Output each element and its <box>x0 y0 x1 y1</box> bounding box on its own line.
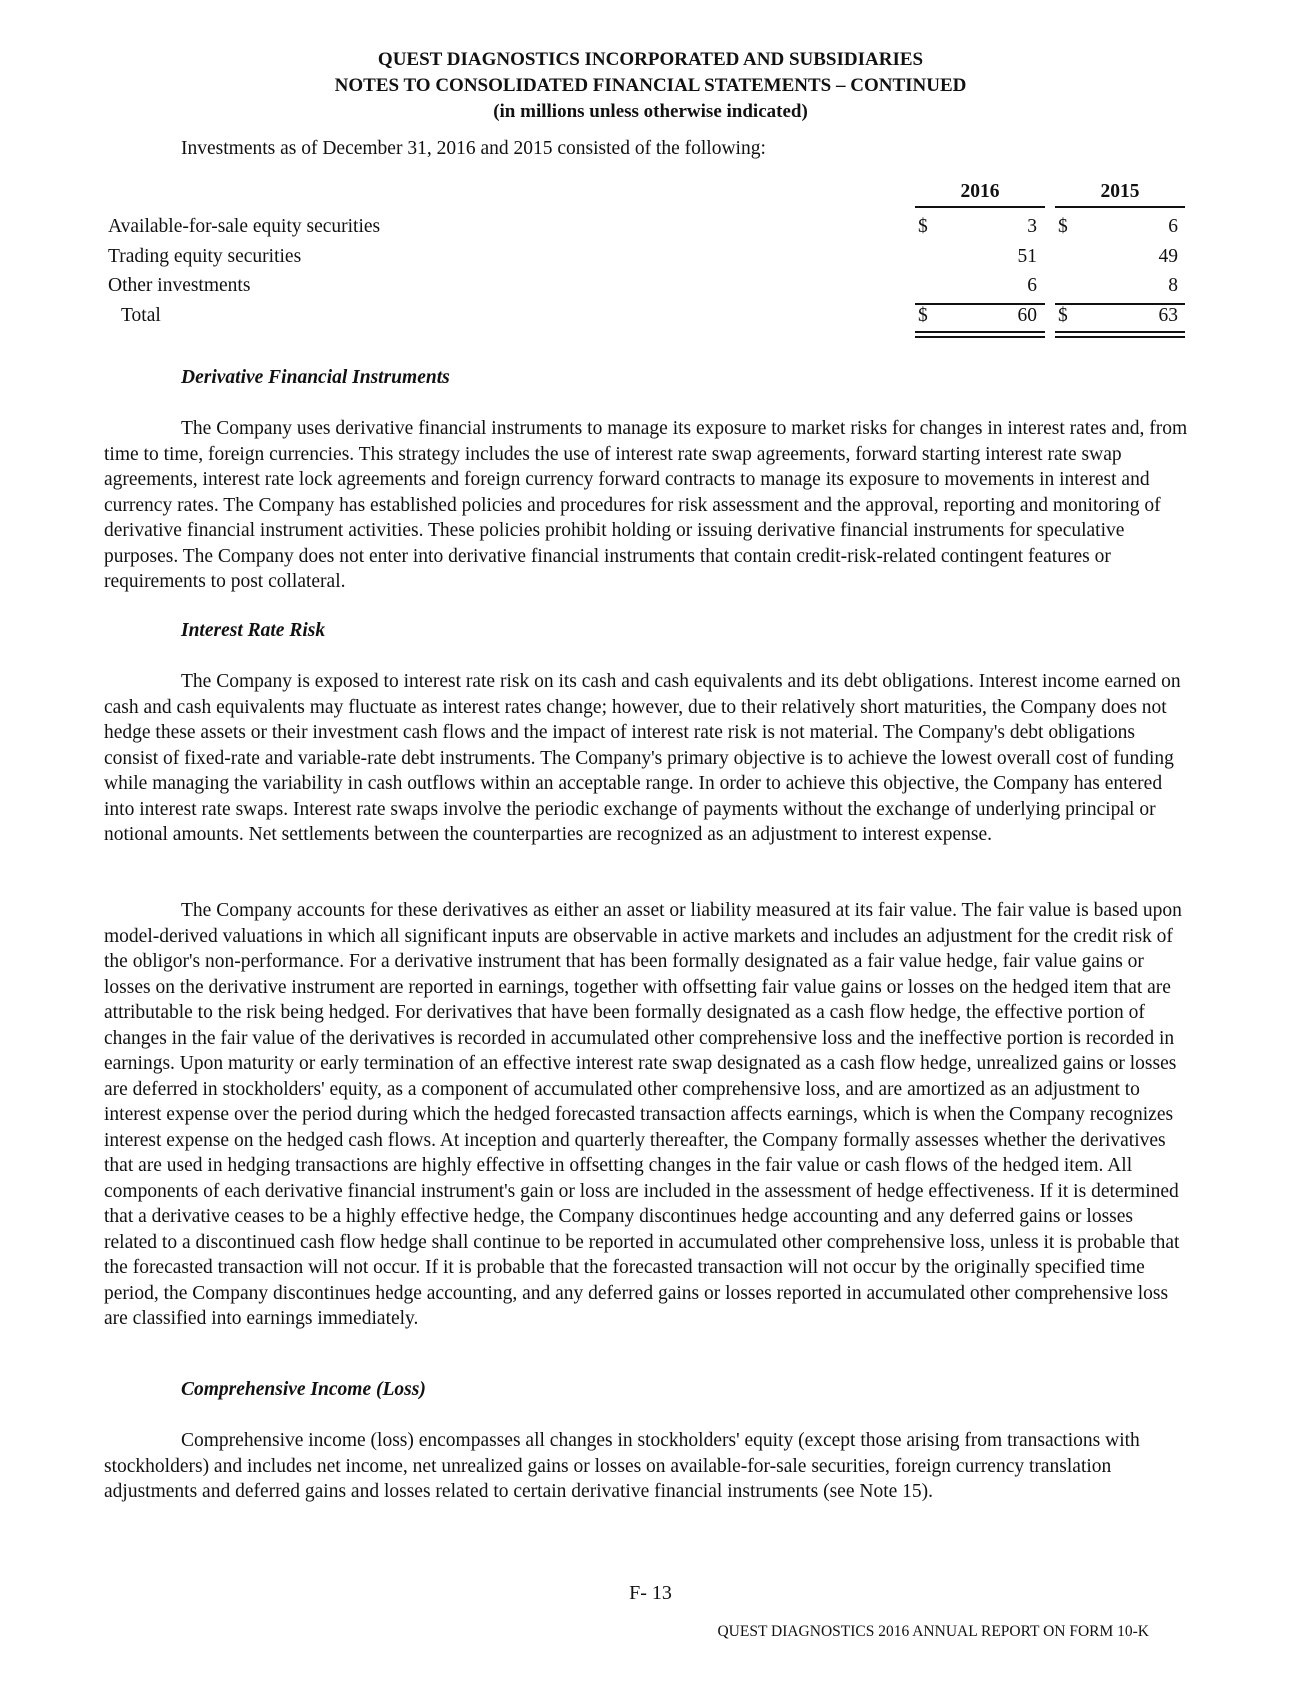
section-heading-interest-rate-risk: Interest Rate Risk <box>181 620 326 641</box>
cell-2015: 6 <box>1168 216 1178 237</box>
row-label: Other investments <box>108 275 251 296</box>
report-header-title: NOTES TO CONSOLIDATED FINANCIAL STATEMENTS – CONTINUED <box>334 75 967 96</box>
currency-symbol: $ <box>1058 216 1068 237</box>
report-header-company: QUEST DIAGNOSTICS INCORPORATED AND SUBSIDIARIES <box>377 49 924 70</box>
total-double-rule-2016 <box>915 331 1045 338</box>
cell-2016: 3 <box>1027 216 1037 237</box>
currency-symbol: $ <box>1058 305 1068 326</box>
cell-2016: 51 <box>1017 246 1037 267</box>
column-header-2016: 2016 <box>960 181 1000 202</box>
column-rule-2016 <box>915 206 1045 208</box>
paragraph-hedge-accounting: The Company accounts for these derivatives as either an asset or liability measured at its fair value. The fair value is based upon model-derived valuations in which all significant inputs are observable in active markets and includes an adjustment for the credit risk of the obligor's non-performance. For a derivative instrument that has been formally designated as a fair value hedge, fair value gains or losses on the derivative instrument are reported in earnings, together with offsetting fair value gains or losses on the hedged item that are attributable to the risk being hedged. For derivatives that have been formally designated as a cash flow hedge, the effective portion of changes in the fair value of the derivatives is recorded in accumulated other comprehensive loss and the ineffective portion is recorded in earnings. Upon maturity or early termination of an effective interest rate swap designated as a cash flow hedge, unrealized gains or losses are deferred in stockholders' equity, as a component of accumulated other comprehensive loss, and are amortized as an adjustment to interest expense over the period during which the hedged forecasted transaction affects earnings, which is when the Company recognizes interest expense on the hedged cash flows. At inception and quarterly thereafter, the Company formally assesses whether the derivatives that are used in hedging transactions are highly effective in offsetting changes in the fair value or cash flows of the hedged item. All components of each derivative financial instrument's gain or loss are included in the assessment of hedge effectiveness. If it is determined that a derivative ceases to be a highly effective hedge, the Company discontinues hedge accounting and any deferred gains or losses related to a discontinued cash flow hedge shall continue to be reported in accumulated other comprehensive loss, unless it is probable that the forecasted transaction will not occur. If it is probable that the forecasted transaction will not occur by the originally specified time period, the Company discontinues hedge accounting, and any deferred gains or losses reported in accumulated other comprehensive loss are classified into earnings immediately. <box>104 900 1182 1329</box>
total-2016: 60 <box>1017 305 1037 326</box>
report-footer: QUEST DIAGNOSTICS 2016 ANNUAL REPORT ON FORM 10-K <box>717 1623 1149 1640</box>
cell-2016: 6 <box>1027 275 1037 296</box>
currency-symbol: $ <box>918 305 928 326</box>
paragraph-comprehensive-income: Comprehensive income (loss) encompasses all changes in stockholders' equity (except those arising from transactions with stockholders) and includes net income, net unrealized gains or losses on available-for-sale securities, foreign currency translation adjustments and deferred gains and losses related to certain derivative financial instruments (see Note 15). <box>104 1430 1140 1502</box>
paragraph-interest-rate-risk: The Company is exposed to interest rate risk on its cash and cash equivalents and its debt obligations. Interest income earned on cash and cash equivalents may fluctuate as interest rates change; however, due to their relatively short maturities, the Company does not hedge these assets or their investment cash flows and the impact of interest rate risk is not material. The Company's debt obligations consist of fixed-rate and variable-rate debt instruments. The Company's primary objective is to achieve the lowest overall cost of funding while managing the variability in cash outflows within an acceptable range. In order to achieve this objective, the Company has entered into interest rate swaps. Interest rate swaps involve the periodic exchange of payments without the exchange of underlying principal or notional amounts. Net settlements between the counterparties are recognized as an adjustment to interest expense. <box>104 671 1181 845</box>
column-rule-2015 <box>1055 206 1185 208</box>
investments-intro: Investments as of December 31, 2016 and 2015 consisted of the following: <box>181 138 766 159</box>
paragraph-derivatives: The Company uses derivative financial instruments to manage its exposure to market risks for changes in interest rates and, from time to time, foreign currencies. This strategy includes the use of interest rate swap agreements, forward starting interest rate swap agreements, interest rate lock agreements and foreign currency forward contracts to manage its exposure to movements in interest and currency rates. The Company has established policies and procedures for risk assessment and the approval, reporting and monitoring of derivative financial instrument activities. These policies prohibit holding or issuing derivative financial instruments for speculative purposes. The Company does not enter into derivative financial instruments that contain credit-risk-related contingent features or requirements to post collateral. <box>104 418 1188 592</box>
page-number: F- 13 <box>629 1582 672 1604</box>
total-label: Total <box>121 305 161 326</box>
total-2015: 63 <box>1158 305 1178 326</box>
section-heading-derivatives: Derivative Financial Instruments <box>181 367 450 388</box>
row-label: Available-for-sale equity securities <box>108 216 381 237</box>
report-header-units: (in millions unless otherwise indicated) <box>493 101 808 122</box>
row-label: Trading equity securities <box>108 246 302 267</box>
total-double-rule-2015 <box>1055 331 1185 338</box>
column-header-2015: 2015 <box>1100 181 1140 202</box>
cell-2015: 49 <box>1158 246 1178 267</box>
currency-symbol: $ <box>918 216 928 237</box>
section-heading-comprehensive-income: Comprehensive Income (Loss) <box>181 1379 426 1400</box>
cell-2015: 8 <box>1168 275 1178 296</box>
